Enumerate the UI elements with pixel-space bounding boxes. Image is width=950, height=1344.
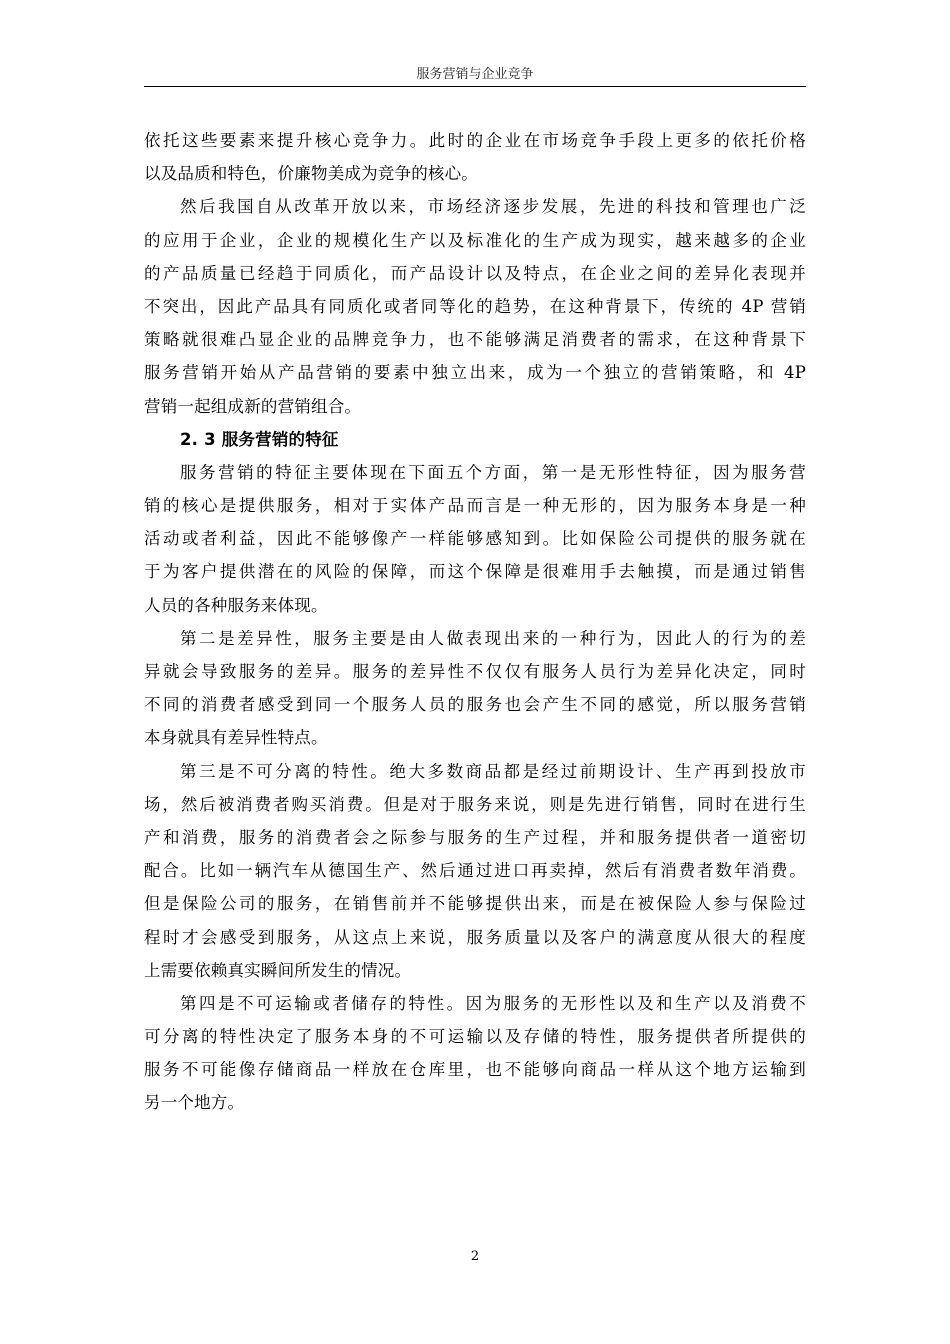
- text-line: 服务不可能像存储商品一样放在仓库里，也不能够向商品一样从这个地方运输到: [144, 1060, 806, 1080]
- text-line: 依托这些要素来提升核心竞争力。此时的企业在市场竞争手段上更多的依托价格: [144, 131, 806, 150]
- text-line: 场，然后被消费者购买消费。但是对于服务来说，则是先进行销售，同时在进行生: [144, 794, 806, 814]
- text-line: 然后我国自从改革开放以来，市场经济逐步发展，先进的科技和管理也广泛: [180, 197, 806, 217]
- text-line: 程时才会感受到服务，从这点上来说，服务质量以及客户的满意度从很大的程度: [144, 927, 806, 947]
- text-line: 上需要依赖真实瞬间所发生的情况。: [144, 960, 412, 980]
- text-line: 第四是不可运输或者储存的特性。因为服务的无形性以及和生产以及消费不: [180, 993, 806, 1013]
- text-line: 服务营销开始从产品营销的要素中独立出来，成为一个独立的营销策略，和 4P: [144, 363, 806, 383]
- text-line: 销的核心是提供服务，相对于实体产品而言是一种无形的，因为服务本身是一种: [144, 496, 806, 516]
- page-number: 2: [470, 1249, 480, 1264]
- body-text: [144, 124, 806, 1120]
- text-line: 配合。比如一辆汽车从德国生产、然后通过进口再卖掉，然后有消费者数年消费。: [144, 861, 806, 881]
- text-line: 以及品质和特色，价廉物美成为竞争的核心。: [144, 164, 478, 184]
- text-line: 第二是差异性，服务主要是由人做表现出来的一种行为，因此人的行为的差: [180, 628, 806, 648]
- text-line: 不同的消费者感受到同一个服务人员的服务也会产生不同的感觉，所以服务营销: [144, 695, 806, 715]
- text-line: 策略就很难凸显企业的品牌竞争力，也不能够满足消费者的需求，在这种背景下: [144, 330, 806, 350]
- text-line: 第三是不可分离的特性。绝大多数商品都是经过前期设计、生产再到投放市: [180, 761, 806, 781]
- text-line: 不突出，因此产品具有同质化或者同等化的趋势，在这种背景下，传统的 4P 营销: [144, 296, 806, 316]
- text-line: 的产品质量已经趋于同质化，而产品设计以及特点，在企业之间的差异化表现并: [144, 263, 806, 283]
- text-line: 另一个地方。: [144, 1093, 245, 1113]
- text-line: 但是保险公司的服务，在销售前并不能够提供出来，而是在被保险人参与保险过: [144, 894, 806, 914]
- running-header: 服务营销与企业竞争: [144, 66, 806, 87]
- text-line: 的应用于企业，企业的规模化生产以及标准化的生产成为现实，越来越多的企业: [144, 230, 806, 250]
- section-heading: 2. 3 服务营销的特征: [180, 429, 339, 449]
- text-line: 活动或者利益，因此不能够像产一样能够感知到。比如保险公司提供的服务就在: [144, 529, 806, 549]
- text-line: 于为客户提供潜在的风险的保障，而这个保障是很难用手去触摸，而是通过销售: [144, 562, 806, 582]
- text-line: 本身就具有差异性特点。: [144, 728, 328, 748]
- text-line: 异就会导致服务的差异。服务的差异性不仅仅有服务人员行为差异化决定，同时: [144, 662, 806, 681]
- text-line: 营销一起组成新的营销组合。: [144, 396, 362, 416]
- text-line: 人员的各种服务来体现。: [144, 595, 328, 615]
- text-line: 可分离的特性决定了服务本身的不可运输以及存储的特性，服务提供者所提供的: [144, 1027, 806, 1047]
- text-line: 产和消费，服务的消费者会之际参与服务的生产过程，并和服务提供者一道密切: [144, 827, 806, 847]
- text-line: 服务营销的特征主要体现在下面五个方面，第一是无形性特征，因为服务营: [180, 462, 806, 482]
